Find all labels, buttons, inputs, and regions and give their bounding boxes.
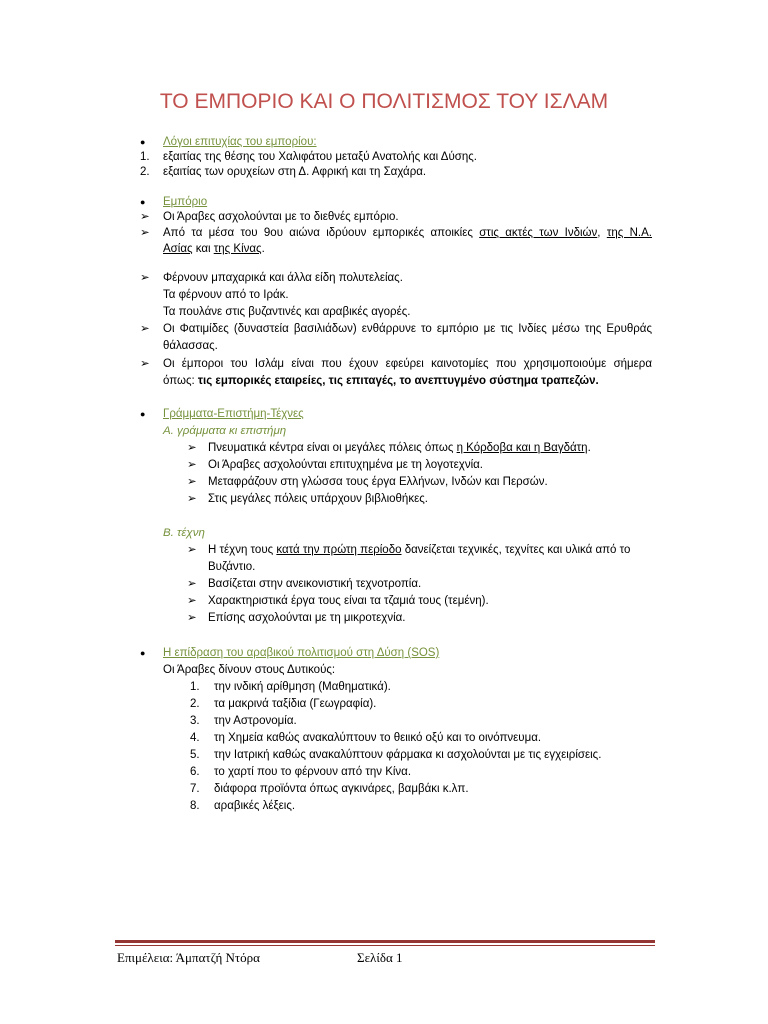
list-item-text: Η τέχνη τους κατά την πρώτη περίοδο δανείζεται τεχνικές, τεχνίτες και υλικά από το [208, 544, 631, 556]
list-item-text: εξαιτίας των ορυχείων στη Δ. Αφρική και τη Σαχάρα. [163, 166, 427, 178]
page-title: ΤΟ ΕΜΠΟΡΙΟ ΚΑΙ Ο ΠΟΛΙΤΙΣΜΟΣ ΤΟΥ ΙΣΛΑΜ [159, 90, 609, 113]
section1-heading: Λόγοι επιτυχίας του εμπορίου: [163, 136, 317, 148]
list-item-text: Στις μεγάλες πόλεις υπάρχουν βιβλιοθήκες. [208, 493, 428, 505]
list-item-text: Φέρνουν μπαχαρικά και άλλα είδη πολυτελείας. [163, 272, 403, 284]
list-number: 1. [190, 681, 200, 693]
list-number: 6. [190, 766, 200, 778]
list-item-text: διάφορα προϊόντα όπως αγκινάρες, βαμβάκι κ.λπ. [214, 783, 469, 795]
list-number: 4. [190, 732, 200, 744]
footer-page-number: Σελίδα 1 [357, 950, 403, 965]
list-number: 2. [190, 698, 200, 710]
subsection-a-heading: Α. γράμματα κι επιστήμη [163, 425, 287, 437]
section2-heading: Εμπόριο [163, 196, 208, 208]
list-item-text: Οι έμποροι του Ισλάμ είναι που έχουν εφεύρει καινοτομίες που χρησιμοποιούμε σήμερα [163, 358, 652, 370]
list-number: 8. [190, 800, 200, 812]
subsection-b-heading: Β. τέχνη [163, 527, 205, 539]
list-item-continuation: Τα πουλάνε στις βυζαντινές και αραβικές αγορές. [163, 306, 411, 318]
list-number: 3. [190, 715, 200, 727]
footer-rule [115, 940, 655, 943]
list-item-text: εξαιτίας της θέσης του Χαλιφάτου μεταξύ Ανατολής και Δύσης. [163, 151, 477, 163]
list-item-continuation: Ασίας και της Κίνας. [163, 243, 265, 255]
list-item-text: Βασίζεται στην ανεικονιστική τεχνοτροπία. [208, 578, 422, 590]
arrow-icon: ➢ [187, 595, 197, 607]
list-item-continuation: θάλασσας. [163, 340, 218, 352]
arrow-icon: ➢ [140, 227, 150, 239]
section4-intro: Οι Άραβες δίνουν στους Δυτικούς: [163, 664, 336, 676]
list-item-text: Οι Άραβες ασχολούνται επιτυχημένα με τη λογοτεχνία. [208, 459, 483, 471]
list-item-text: Χαρακτηριστικά έργα τους είναι τα τζαμιά τους (τεμένη). [208, 595, 489, 607]
list-item-text: την Αστρονομία. [214, 715, 297, 727]
arrow-icon: ➢ [187, 612, 197, 624]
arrow-icon: ➢ [140, 211, 150, 223]
list-item-text: την Ιατρική καθώς ανακαλύπτουν φάρμακα κι ασχολούνται με τις εγχειρίσεις. [214, 749, 602, 761]
arrow-icon: ➢ [187, 476, 197, 488]
list-item-text: την ινδική αρίθμηση (Μαθηματικά). [214, 681, 391, 693]
arrow-icon: ➢ [140, 323, 150, 335]
list-item-continuation: Τα φέρνουν από το Ιράκ. [163, 289, 289, 301]
bullet-icon: ● [140, 409, 146, 419]
list-item-text: Πνευματικά κέντρα είναι οι μεγάλες πόλεις όπως η Κόρδοβα και η Βαγδάτη. [208, 442, 591, 454]
list-item-continuation: όπως: τις εμπορικές εταιρείες, τις επιταγές, το ανεπτυγμένο σύστημα τραπεζών. [163, 375, 599, 387]
list-item-text: αραβικές λέξεις. [214, 800, 296, 812]
arrow-icon: ➢ [187, 493, 197, 505]
list-item-text: τα μακρινά ταξίδια (Γεωγραφία). [214, 698, 377, 710]
list-number: 5. [190, 749, 200, 761]
list-item-text: Οι Φατιμίδες (δυναστεία βασιλιάδων) ενθάρρυνε το εμπόριο με τις Ινδίες μέσω της Ερυθράς [163, 323, 652, 335]
footer-rule [115, 945, 655, 946]
list-number: 7. [190, 783, 200, 795]
list-item-text: το χαρτί που το φέρνουν από την Κίνα. [214, 766, 412, 778]
section4-heading: Η επίδραση του αραβικού πολιτισμού στη Δύση (SOS) [163, 647, 440, 659]
list-item-text: Από τα μέσα του 9ου αιώνα ιδρύουν εμπορικές αποικίες στις ακτές των Ινδιών, της Ν.Α. [163, 227, 652, 239]
arrow-icon: ➢ [140, 272, 150, 284]
list-item-text: Μεταφράζουν στη γλώσσα τους έργα Ελλήνων, Ινδών και Περσών. [208, 476, 548, 488]
list-number: 1. [140, 151, 150, 163]
bullet-icon: ● [140, 197, 146, 207]
arrow-icon: ➢ [187, 459, 197, 471]
arrow-icon: ➢ [140, 358, 150, 370]
bullet-icon: ● [140, 648, 146, 658]
section3-heading: Γράμματα-Επιστήμη-Τέχνες [163, 408, 304, 420]
arrow-icon: ➢ [187, 544, 197, 556]
list-item-text: τη Χημεία καθώς ανακαλύπτουν το θειικό οξύ και το οινόπνευμα. [214, 732, 542, 744]
arrow-icon: ➢ [187, 442, 197, 454]
list-item-continuation: Βυζάντιο. [208, 561, 256, 573]
list-number: 2. [140, 166, 150, 178]
bullet-icon: ● [140, 137, 146, 147]
arrow-icon: ➢ [187, 578, 197, 590]
footer-author: Επιμέλεια: Άμπατζή Ντόρα [117, 950, 260, 965]
list-item-text: Επίσης ασχολούνται με τη μικροτεχνία. [208, 612, 406, 624]
list-item-text: Οι Άραβες ασχολούνται με το διεθνές εμπόριο. [163, 211, 399, 223]
